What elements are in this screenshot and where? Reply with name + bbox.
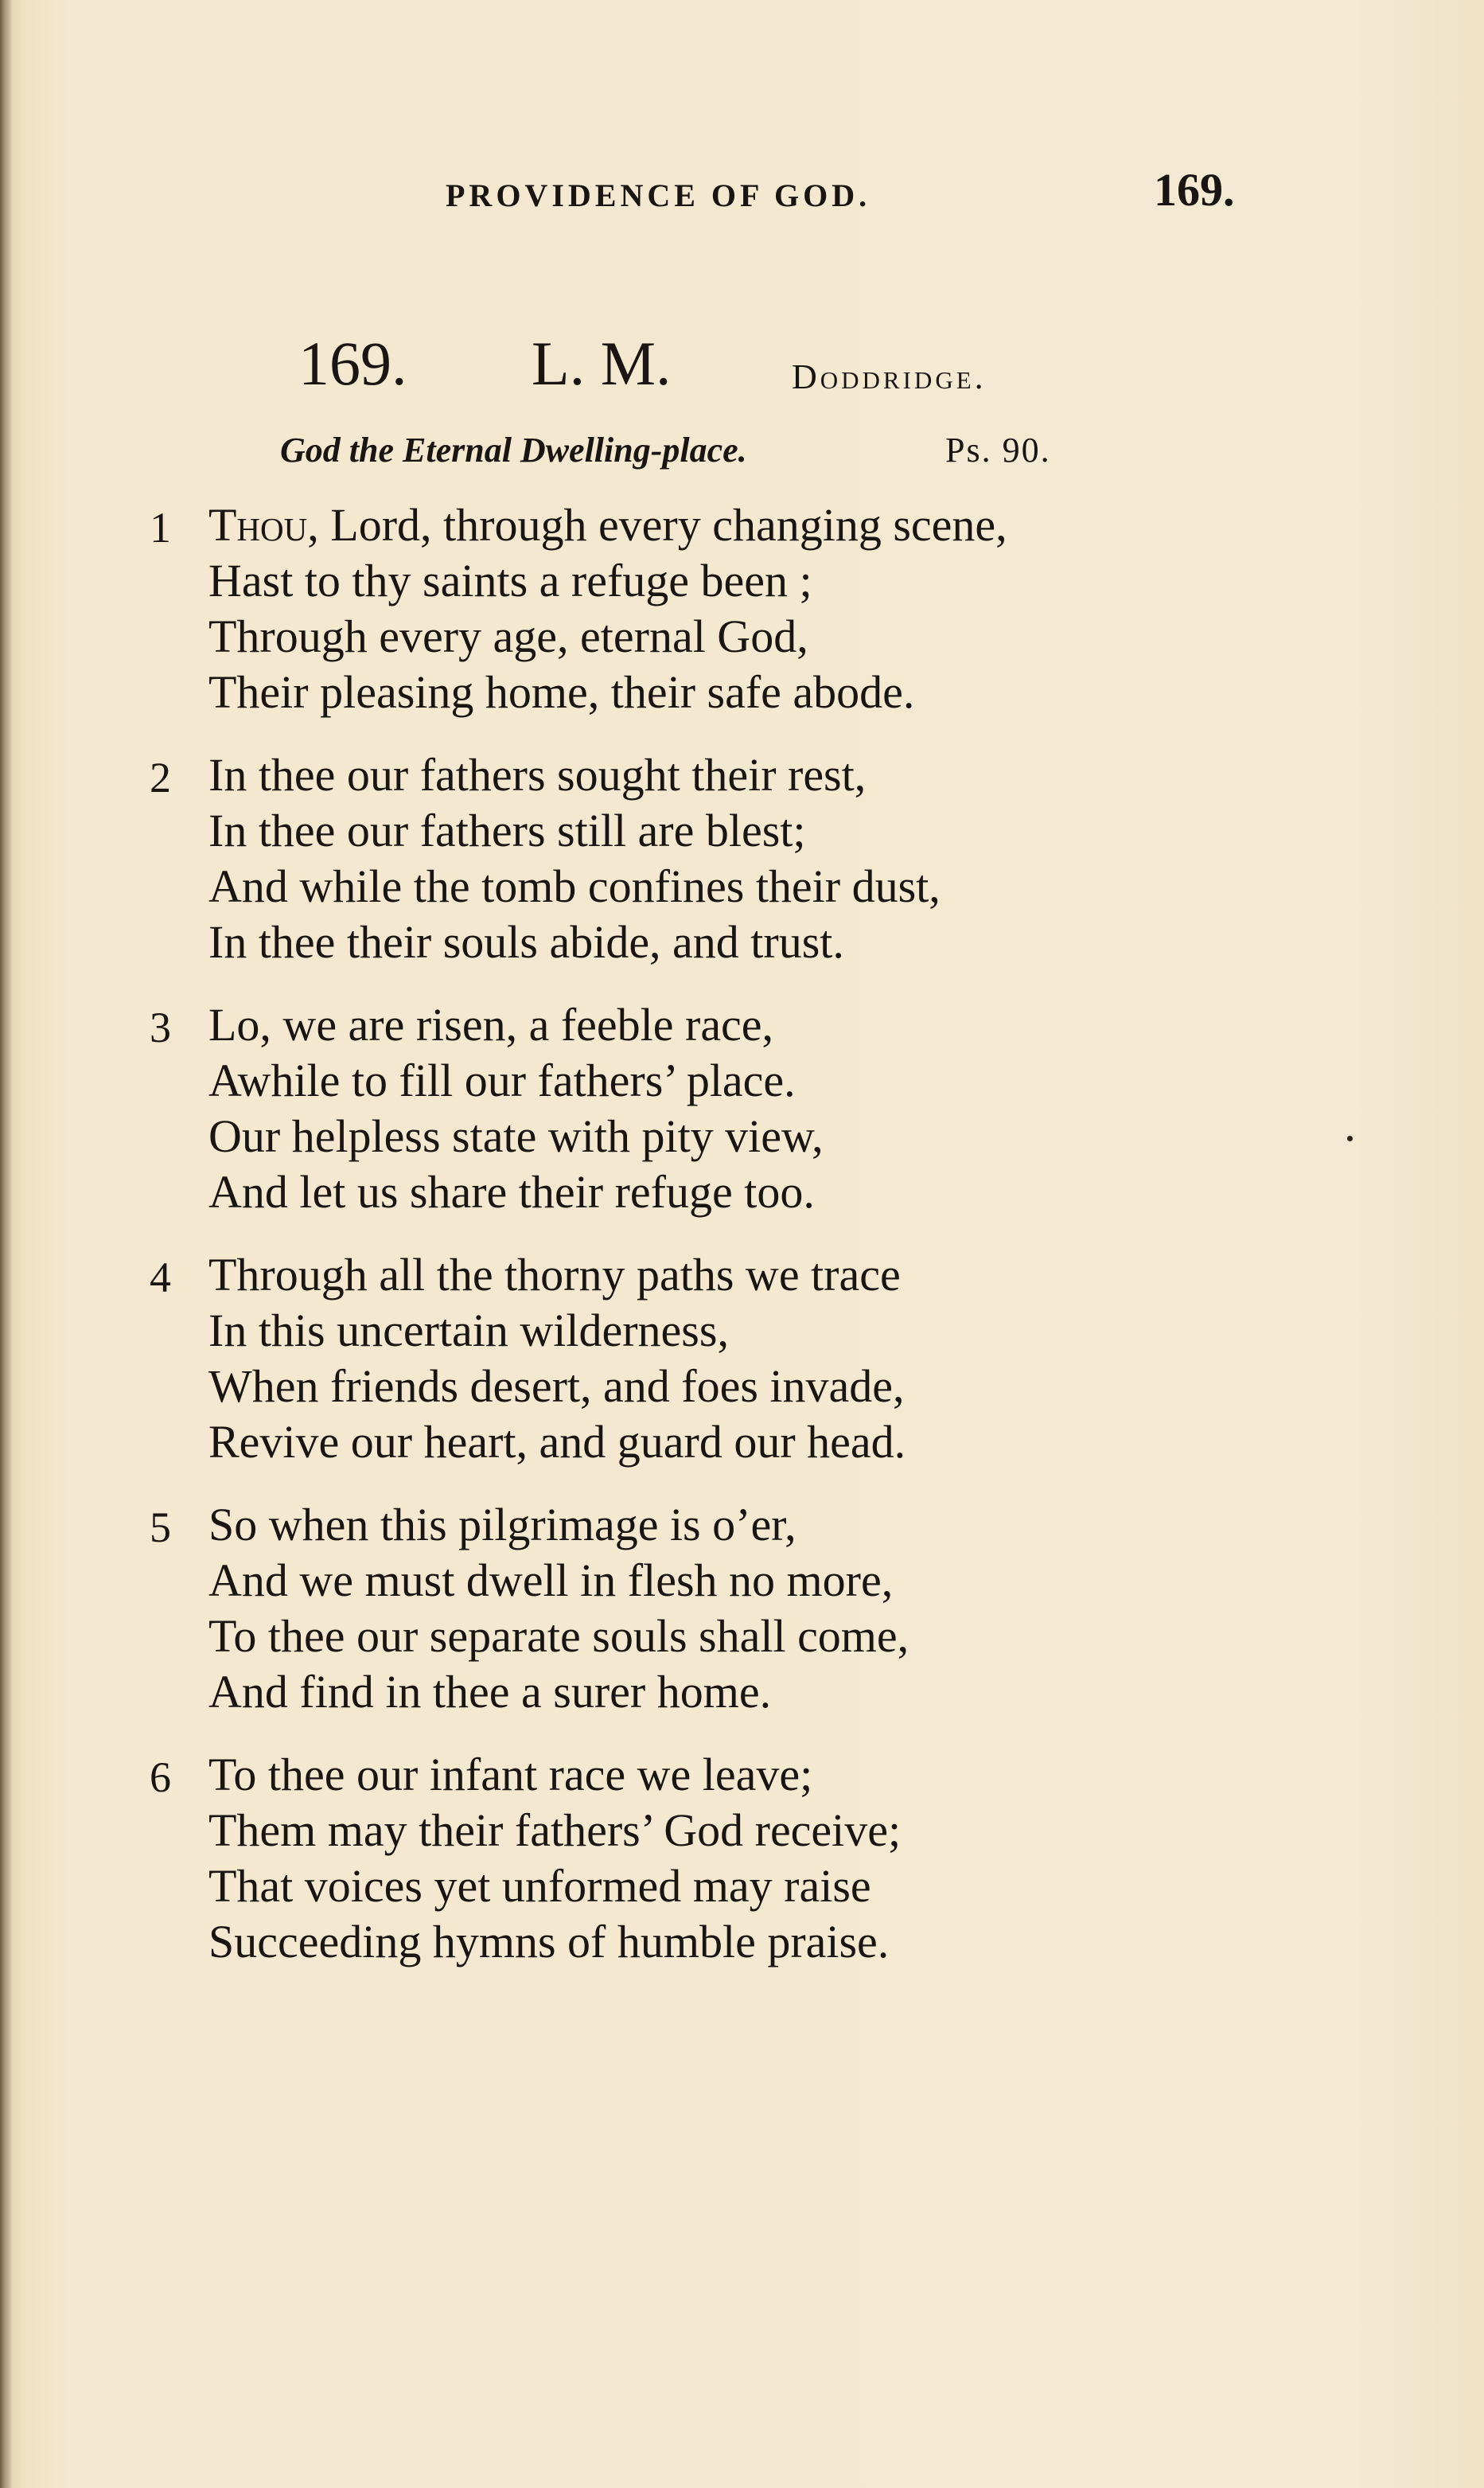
stanza-line: And we must dwell in flesh no more, bbox=[208, 1554, 894, 1606]
stanza-number: 2 bbox=[150, 754, 171, 801]
hymn-number: 169. bbox=[298, 329, 407, 398]
ink-speck bbox=[1347, 1136, 1353, 1141]
stanza-number: 5 bbox=[150, 1503, 171, 1551]
stanza-line: Succeeding hymns of humble praise. bbox=[208, 1916, 890, 1967]
stanza-line: In this uncertain wilderness, bbox=[208, 1304, 729, 1356]
stanza-number: 1 bbox=[150, 504, 171, 552]
stanza-line: So when this pilgrimage is o’er, bbox=[208, 1499, 797, 1550]
stanza-number: 4 bbox=[150, 1254, 171, 1301]
stanza-line: To thee our separate souls shall come, bbox=[208, 1610, 909, 1662]
stanza-line: Through all the thorny paths we trace bbox=[208, 1249, 901, 1301]
stanza-line: Revive our heart, and guard our head. bbox=[208, 1416, 906, 1468]
running-head: PROVIDENCE OF GOD. bbox=[446, 177, 871, 213]
page-binding-edge bbox=[0, 0, 11, 2488]
stanza-line bbox=[208, 498, 1007, 552]
stanza-line: Awhile to fill our fathers’ place. bbox=[208, 1055, 796, 1106]
hymn-author: Doddridge. bbox=[792, 357, 987, 396]
stanza-line: Through every age, eternal God, bbox=[208, 610, 808, 662]
stanza-line: Our helpless state with pity view, bbox=[208, 1110, 824, 1162]
stanza-line: Their pleasing home, their safe abode. bbox=[208, 666, 915, 718]
stanza-number: 6 bbox=[150, 1753, 171, 1801]
stanza-line: In thee their souls abide, and trust. bbox=[208, 916, 844, 968]
stanza-line: In thee our fathers still are blest; bbox=[208, 805, 806, 856]
scripture-reference: Ps. 90. bbox=[945, 431, 1051, 470]
stanza-line: And while the tomb confines their dust, bbox=[208, 860, 941, 912]
stanza-line: Hast to thy saints a refuge been ; bbox=[208, 555, 812, 606]
stanza-line: And find in thee a surer home. bbox=[208, 1666, 772, 1718]
stanza-line: And let us share their refuge too. bbox=[208, 1166, 815, 1218]
hymn-meter: L. M. bbox=[532, 329, 672, 398]
page-number: 169. bbox=[1154, 164, 1235, 216]
stanza-number: 3 bbox=[150, 1004, 171, 1051]
stanza-line: Lo, we are risen, a feeble race, bbox=[208, 999, 774, 1051]
stanza-first-word: Thou bbox=[208, 499, 308, 551]
stanza-line: When friends desert, and foes invade, bbox=[208, 1360, 905, 1412]
stanza-line: To thee our infant race we leave; bbox=[208, 1749, 813, 1800]
stanza-line: In thee our fathers sought their rest, bbox=[208, 749, 867, 801]
stanza-line-rest: , Lord, through every changing scene, bbox=[307, 499, 1007, 551]
stanza-line: That voices yet unformed may raise bbox=[208, 1860, 871, 1912]
hymn-subtitle: God the Eternal Dwelling-place. bbox=[280, 431, 747, 470]
stanza-line: Them may their fathers’ God receive; bbox=[208, 1804, 902, 1856]
